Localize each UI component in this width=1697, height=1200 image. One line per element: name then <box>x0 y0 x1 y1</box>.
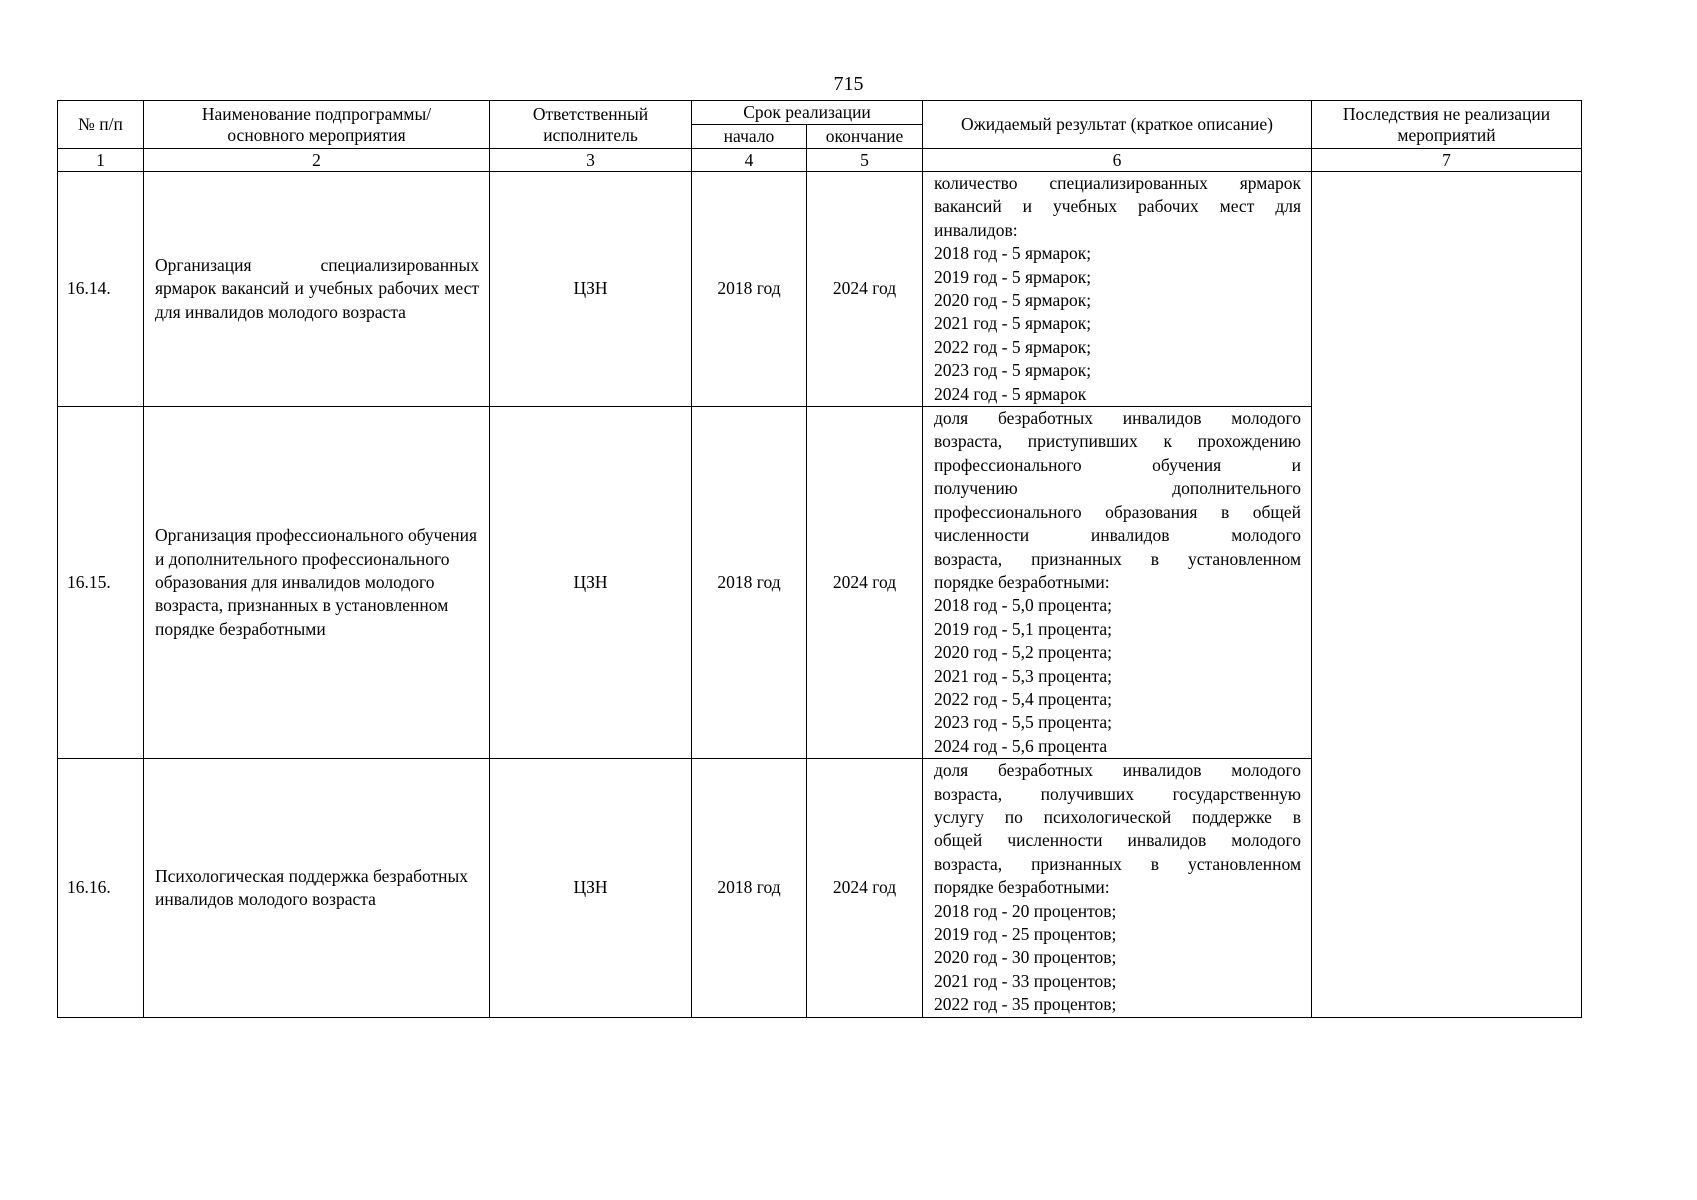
row-name: Психологическая поддержка безработных инвалидов молодого возраста <box>144 759 490 1018</box>
page-number: 715 <box>833 73 864 95</box>
measures-table <box>57 100 1582 1018</box>
row-end: 2024 год <box>807 172 923 407</box>
row-name: Организация профессионального обучения и дополнительного профессионального образования для инвалидов молодого возраста, признанных в установленном порядке безработными <box>144 407 490 759</box>
header-consequences: Последствия не реализации мероприятий <box>1312 101 1582 149</box>
row-executor: ЦЗН <box>490 407 692 759</box>
header-period: Срок реализации <box>692 101 923 125</box>
header-name: Наименование подпрограммы/ основного мероприятия <box>144 101 490 149</box>
column-numbers-row <box>58 149 1582 172</box>
column-number: 4 <box>692 149 807 172</box>
row-number: 16.15. <box>58 407 144 759</box>
row-end: 2024 год <box>807 407 923 759</box>
header-row-1 <box>58 101 1582 125</box>
row-start: 2018 год <box>692 407 807 759</box>
header-start: начало <box>692 125 807 149</box>
header-result: Ожидаемый результат (краткое описание) <box>923 101 1312 149</box>
row-result: доля безработных инвалидов молодого возраста, получивших государственную услугу по психологической поддержке в общей численности инвалидов молодого возраста, признанных в установленном порядке безработными: 2018 год - 20 процентов; 2019 год - 25 процентов; 2020 год - 30 процентов; 2021 год - 33 процентов; 2022 год - 35 процентов; <box>923 759 1312 1018</box>
header-executor: Ответственный исполнитель <box>490 101 692 149</box>
column-number: 2 <box>144 149 490 172</box>
row-executor: ЦЗН <box>490 759 692 1018</box>
header-end: окончание <box>807 125 923 149</box>
row-name: Организация специализированных ярмарок вакансий и учебных рабочих мест для инвалидов молодого возраста <box>144 172 490 407</box>
table-row <box>58 172 1582 407</box>
row-start: 2018 год <box>692 172 807 407</box>
row-number: 16.16. <box>58 759 144 1018</box>
row-consequences <box>1312 172 1582 1018</box>
header-number: № п/п <box>58 101 144 149</box>
column-number: 5 <box>807 149 923 172</box>
column-number: 1 <box>58 149 144 172</box>
row-executor: ЦЗН <box>490 172 692 407</box>
column-number: 7 <box>1312 149 1582 172</box>
row-result: количество специализированных ярмарок вакансий и учебных рабочих мест для инвалидов: 2018 год - 5 ярмарок; 2019 год - 5 ярмарок; 2020 год - 5 ярмарок; 2021 год - 5 ярмарок; 2022 год - 5 ярмарок; 2023 год - 5 ярмарок; 2024 год - 5 ярмарок <box>923 172 1312 407</box>
row-end: 2024 год <box>807 759 923 1018</box>
row-number: 16.14. <box>58 172 144 407</box>
column-number: 3 <box>490 149 692 172</box>
row-result: доля безработных инвалидов молодого возраста, приступивших к прохождению профессионального обучения и получению дополнительного профессионального образования в общей численности инвалидов молодого возраста, признанных в установленном порядке безработными: 2018 год - 5,0 процента; 2019 год - 5,1 процента; 2020 год - 5,2 процента; 2021 год - 5,3 процента; 2022 год - 5,4 процента; 2023 год - 5,5 процента; 2024 год - 5,6 процента <box>923 407 1312 759</box>
column-number: 6 <box>923 149 1312 172</box>
row-start: 2018 год <box>692 759 807 1018</box>
